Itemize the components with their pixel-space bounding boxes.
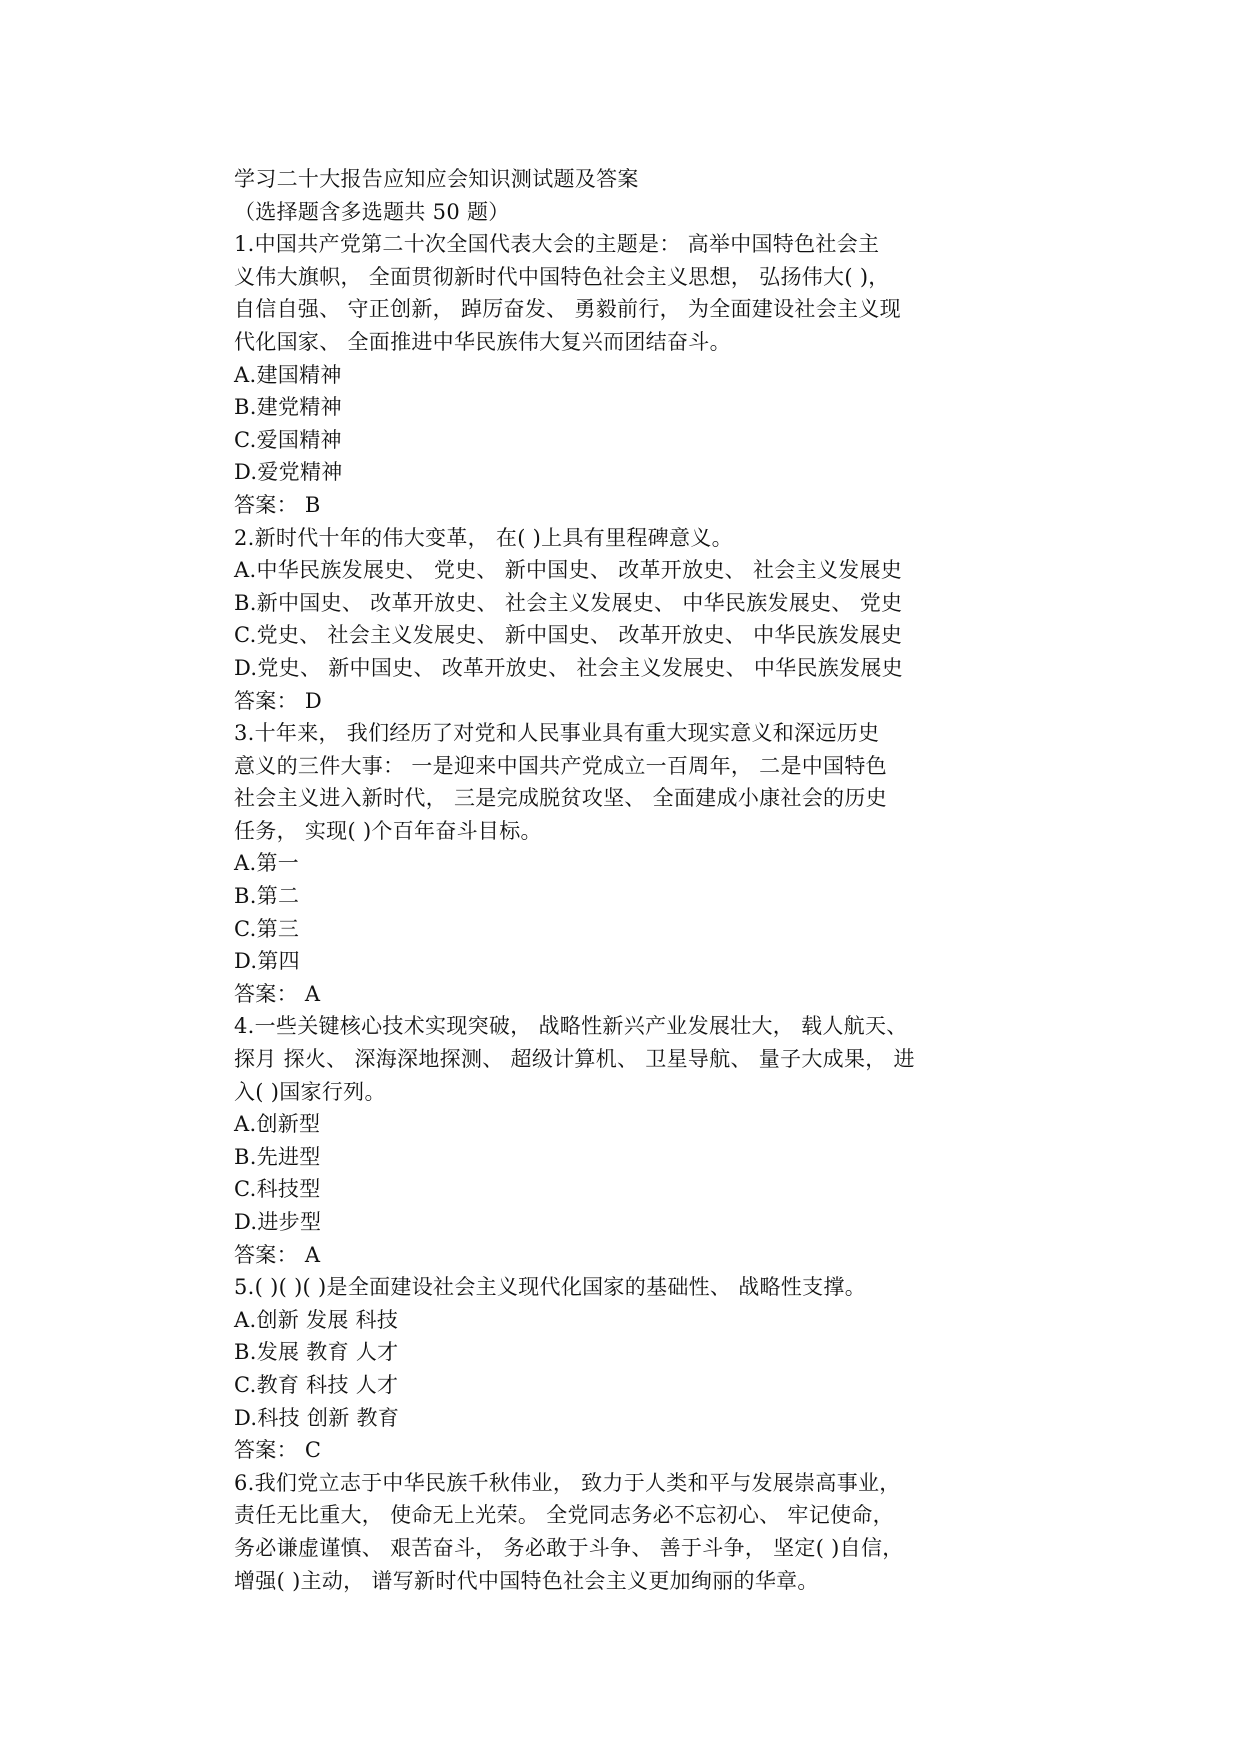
option-b: B.发展 教育 人才 xyxy=(234,1340,399,1365)
question-2 xyxy=(234,522,1014,718)
question-stem-line: 社会主义进入新时代， 三是完成脱贫攻坚、 全面建成小康社会的历史 xyxy=(234,786,887,811)
question-stem-line: 6.我们党立志于中华民族千秋伟业， 致力于人类和平与发展崇高事业， xyxy=(234,1470,901,1495)
question-stem-line: 任务， 实现( )个百年奋斗目标。 xyxy=(234,818,542,843)
option-a: A.建国精神 xyxy=(234,362,342,387)
option-d: D.党史、 新中国史、 改革开放史、 社会主义发展史、 中华民族发展史 xyxy=(234,655,903,680)
answer: 答案： B xyxy=(234,492,321,517)
option-b: B.先进型 xyxy=(234,1144,321,1169)
option-a: A.中华民族发展史、 党史、 新中国史、 改革开放史、 社会主义发展史 xyxy=(234,558,903,583)
option-c: C.教育 科技 人才 xyxy=(234,1372,399,1397)
answer: 答案： A xyxy=(234,1242,321,1267)
question-stem-line: 4.一些关键核心技术实现突破， 战略性新兴产业发展壮大， 载人航天、 xyxy=(234,1014,908,1039)
document-subtitle: （选择题含多选题共 50 题） xyxy=(234,199,510,224)
question-stem-line: 代化国家、 全面推进中华民族伟大复兴而团结奋斗。 xyxy=(234,329,731,354)
question-1 xyxy=(234,228,1014,521)
question-5 xyxy=(234,1271,1014,1467)
option-c: C.科技型 xyxy=(234,1177,321,1202)
question-stem-line: 增强( )主动， 谱写新时代中国特色社会主义更加绚丽的华章。 xyxy=(234,1568,819,1593)
question-stem-line: 自信自强、 守正创新， 踔厉奋发、 勇毅前行， 为全面建设社会主义现 xyxy=(234,297,901,322)
option-d: D.进步型 xyxy=(234,1210,322,1234)
question-6 xyxy=(234,1467,1014,1597)
option-a: A.第一 xyxy=(234,851,300,876)
option-d: D.科技 创新 教育 xyxy=(234,1405,400,1430)
option-b: B.第二 xyxy=(234,884,300,909)
option-c: C.爱国精神 xyxy=(234,427,342,452)
option-c: C.党史、 社会主义发展史、 新中国史、 改革开放史、 中华民族发展史 xyxy=(234,623,903,648)
question-3 xyxy=(234,717,1014,1010)
question-stem-line: 责任无比重大， 使命无上光荣。 全党同志务必不忘初心、 牢记使命， xyxy=(234,1503,894,1528)
option-d: D.爱党精神 xyxy=(234,460,343,485)
question-stem-line: 3.十年来， 我们经历了对党和人民事业具有重大现实意义和深远历史 xyxy=(234,721,880,746)
question-stem-line: 务必谦虚谨慎、 艰苦奋斗， 务必敢于斗争、 善于斗争， 坚定( )自信， xyxy=(234,1535,904,1560)
question-stem-line: 1.中国共产党第二十次全国代表大会的主题是： 高举中国特色社会主 xyxy=(234,232,880,257)
question-stem-line: 义伟大旗帜， 全面贯彻新时代中国特色社会主义思想， 弘扬伟大( )， xyxy=(234,264,890,289)
answer: 答案： C xyxy=(234,1438,322,1463)
answer: 答案： D xyxy=(234,688,323,713)
question-stem-line: 入( )国家行列。 xyxy=(234,1079,386,1104)
document-title: 学习二十大报告应知应会知识测试题及答案 xyxy=(234,167,639,191)
option-b: B.建党精神 xyxy=(234,395,342,420)
option-b: B.新中国史、 改革开放史、 社会主义发展史、 中华民族发展史、 党史 xyxy=(234,590,903,615)
option-c: C.第三 xyxy=(234,916,300,941)
option-a: A.创新 发展 科技 xyxy=(234,1307,399,1332)
answer: 答案： A xyxy=(234,981,321,1006)
question-4 xyxy=(234,1010,1014,1271)
option-d: D.第四 xyxy=(234,949,300,974)
document-content xyxy=(234,163,1014,1597)
question-stem-line: 2.新时代十年的伟大变革， 在( )上具有里程碑意义。 xyxy=(234,525,733,550)
option-a: A.创新型 xyxy=(234,1112,321,1137)
question-stem-line: 意义的三件大事： 一是迎来中国共产党成立一百周年， 二是中国特色 xyxy=(234,753,887,778)
question-stem-line: 探月 探火、 深海深地探测、 超级计算机、 卫星导航、 量子大成果， 进 xyxy=(234,1047,915,1072)
question-stem-line: 5.( )( )( )是全面建设社会主义现代化国家的基础性、 战略性支撑。 xyxy=(234,1275,866,1300)
